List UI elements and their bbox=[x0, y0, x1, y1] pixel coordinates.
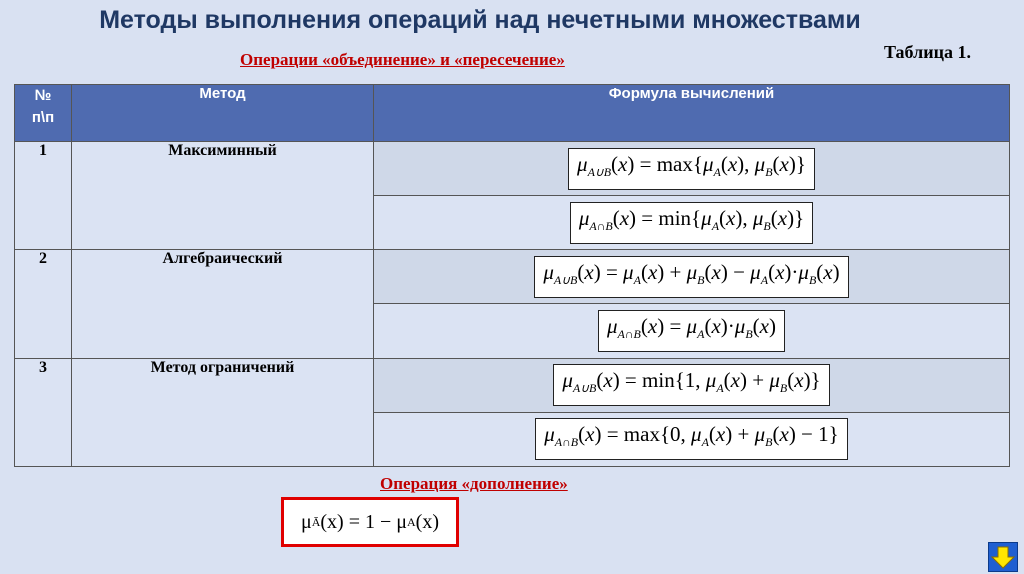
complement-formula: μ Ā (x) = 1 − μ A (x) bbox=[281, 497, 459, 547]
row-number: 3 bbox=[15, 358, 72, 466]
intersection-formula: $\mu_{A\cap B}(x) = \mu_A(x)\cdot\mu_B(x)$ bbox=[598, 310, 785, 352]
header-method: Метод bbox=[72, 85, 374, 142]
union-formula: $\mu_{A\cup B}(x) = \min\{1$, $\mu_A(x) + \mu_B(x)$} bbox=[553, 364, 829, 406]
intersection-formula-cell bbox=[374, 196, 1010, 250]
table-row bbox=[15, 250, 1010, 304]
union-formula-cell bbox=[374, 358, 1010, 412]
union-formula-cell bbox=[374, 142, 1010, 196]
row-method: Метод ограничений bbox=[72, 358, 374, 466]
row-number: 2 bbox=[15, 250, 72, 358]
operations-table bbox=[14, 84, 1010, 467]
intersection-formula-cell bbox=[374, 412, 1010, 466]
next-slide-button[interactable] bbox=[988, 542, 1018, 572]
slide-title: Методы выполнения операций над нечетными множествами bbox=[99, 6, 861, 34]
row-number: 1 bbox=[15, 142, 72, 250]
union-formula-cell bbox=[374, 250, 1010, 304]
header-number bbox=[15, 85, 72, 142]
intersection-formula: $\mu_{A\cap B}(x) = \min\{\mu_A(x)$, $\mu_B(x)$} bbox=[570, 202, 813, 244]
table-header-row bbox=[15, 85, 1010, 142]
table-label: Таблица 1. bbox=[884, 42, 971, 62]
union-formula: $\mu_{A\cup B}(x) = \mu_A(x) + \mu_B(x) - \mu_A(x)\cdot\mu_B(x)$ bbox=[534, 256, 848, 298]
header-number-line1: № bbox=[34, 87, 52, 104]
table-row bbox=[15, 358, 1010, 412]
row-method: Максиминный bbox=[72, 142, 374, 250]
section-subtitle: Операции «объединение» и «пересечение» bbox=[240, 50, 565, 69]
complement-title: Операция «дополнение» bbox=[380, 474, 568, 493]
intersection-formula-cell bbox=[374, 304, 1010, 358]
intersection-formula: $\mu_{A\cap B}(x) = \max\{0$, $\mu_A(x) + \mu_B(x) - 1$} bbox=[535, 418, 847, 460]
header-formula: Формула вычислений bbox=[374, 85, 1010, 142]
header-number-line2: п\п bbox=[31, 109, 55, 126]
down-arrow-icon bbox=[989, 543, 1017, 571]
row-method: Алгебраический bbox=[72, 250, 374, 358]
table-row bbox=[15, 142, 1010, 196]
union-formula: $\mu_{A\cup B}(x) = \max\{\mu_A(x)$, $\mu_B(x)$} bbox=[568, 148, 815, 190]
